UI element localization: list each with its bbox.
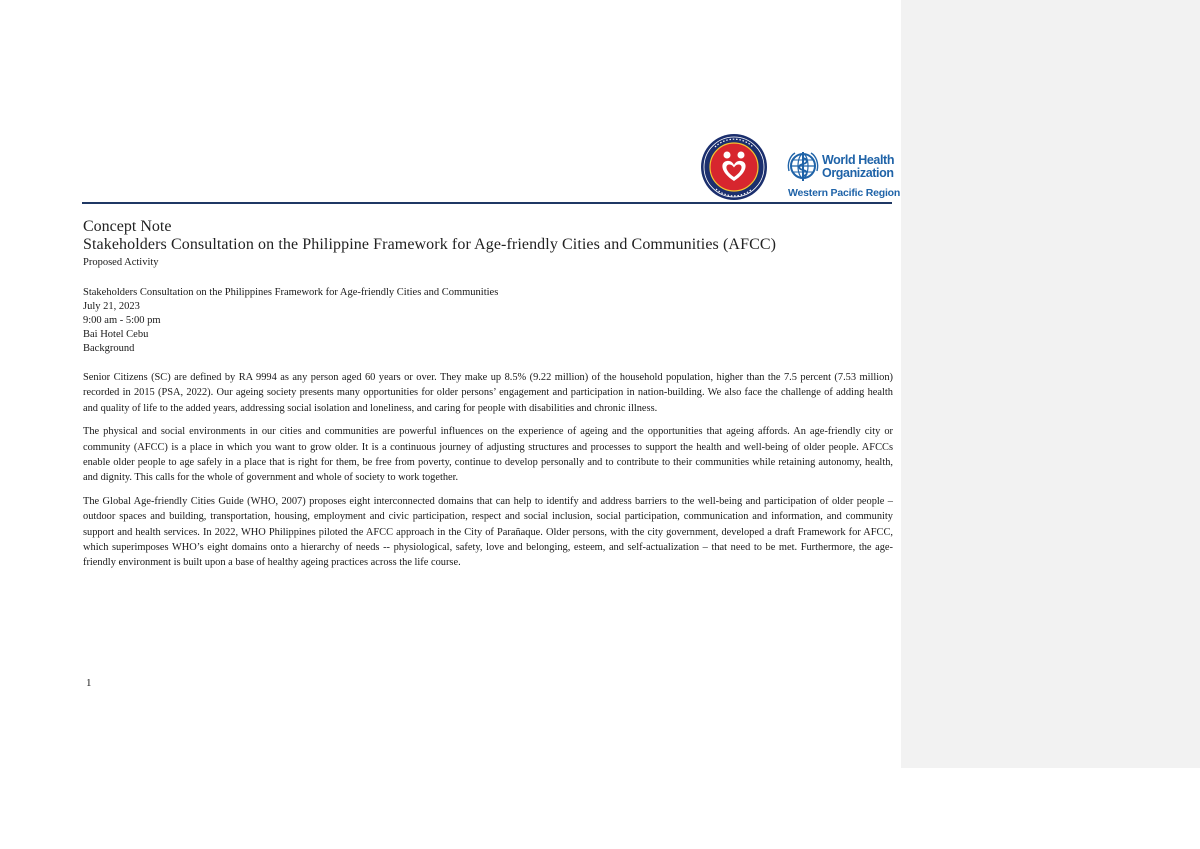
header-rule xyxy=(82,202,892,204)
doc-subtitle: Proposed Activity xyxy=(83,257,159,268)
activity-details xyxy=(83,286,893,356)
section-heading-background: Background xyxy=(83,343,135,354)
header-logos xyxy=(700,133,901,201)
paragraph-2: The physical and social environments in our cities and communities are powerful influences on the experience of ageing and the opportunities that ageing affords. An age-friendly city or community (AFCC) is a place in which you want to grow older. It is a continuous journey of adjusting structures and processes to support the health and well-being of older people. AFCCs enable older people to age safely in a place that is right for them, be free from poverty, continue to develop personally and to contribute to their communities while retaining autonomy, health, and dignity. This calls for the whole of government and whole of society to work together. xyxy=(83,426,893,484)
activity-name: Stakeholders Consultation on the Philippines Framework for Age-friendly Cities and Communities xyxy=(83,287,499,298)
who-name-line2: Organization xyxy=(822,166,894,180)
paragraph-3: The Global Age-friendly Cities Guide (WHO, 2007) proposes eight interconnected domains that can help to identify and address barriers to the well-being and participation of older people – outdoor spaces and building, transportation, housing, employment and civic participation, respect and social inclusion, social participation, communication and information, and community support and health services. In 2022, WHO Philippines piloted the AFCC approach in the City of Parañaque. Older persons, with the city government, developed a draft Framework for AFCC, which superimposes WHO’s eight domains onto a hierarchy of needs -- physiological, safety, love and belonging, esteem, and self-actualization – that need to be met. Furthermore, the age-friendly environment is built upon a base of healthy ageing practices across the life course. xyxy=(83,495,893,569)
who-logo xyxy=(786,149,901,199)
who-name xyxy=(822,154,894,180)
activity-venue: Bai Hotel Cebu xyxy=(83,329,149,340)
activity-date: July 21, 2023 xyxy=(83,301,140,312)
page-number: 1 xyxy=(86,677,92,689)
doc-title-line1: Concept Note xyxy=(83,218,172,235)
document-body xyxy=(83,218,893,579)
ncsc-seal-icon xyxy=(700,133,770,201)
activity-time: 9:00 am - 5:00 pm xyxy=(83,315,161,326)
paragraph-1: Senior Citizens (SC) are defined by RA 9994 as any person aged 60 years or over. They make up 8.5% (9.22 million) of the household population, higher than the 7.5 percent (7.53 million) recorded in 2015 (PSA, 2022). Our ageing society presents many opportunities for older persons’ engagement and participation in nation-building. We also face the challenge of adding health and quality of life to the added years, addressing social isolation and loneliness, and caring for people with disabilities and chronic illness. xyxy=(83,372,893,414)
comment-pane xyxy=(901,0,1200,768)
who-emblem-icon xyxy=(786,149,820,183)
who-region: Western Pacific Region xyxy=(788,187,901,199)
doc-title-line2: Stakeholders Consultation on the Philippine Framework for Age-friendly Cities and Communities (AFCC) xyxy=(83,236,777,253)
who-name-line1: World Health xyxy=(822,153,895,167)
